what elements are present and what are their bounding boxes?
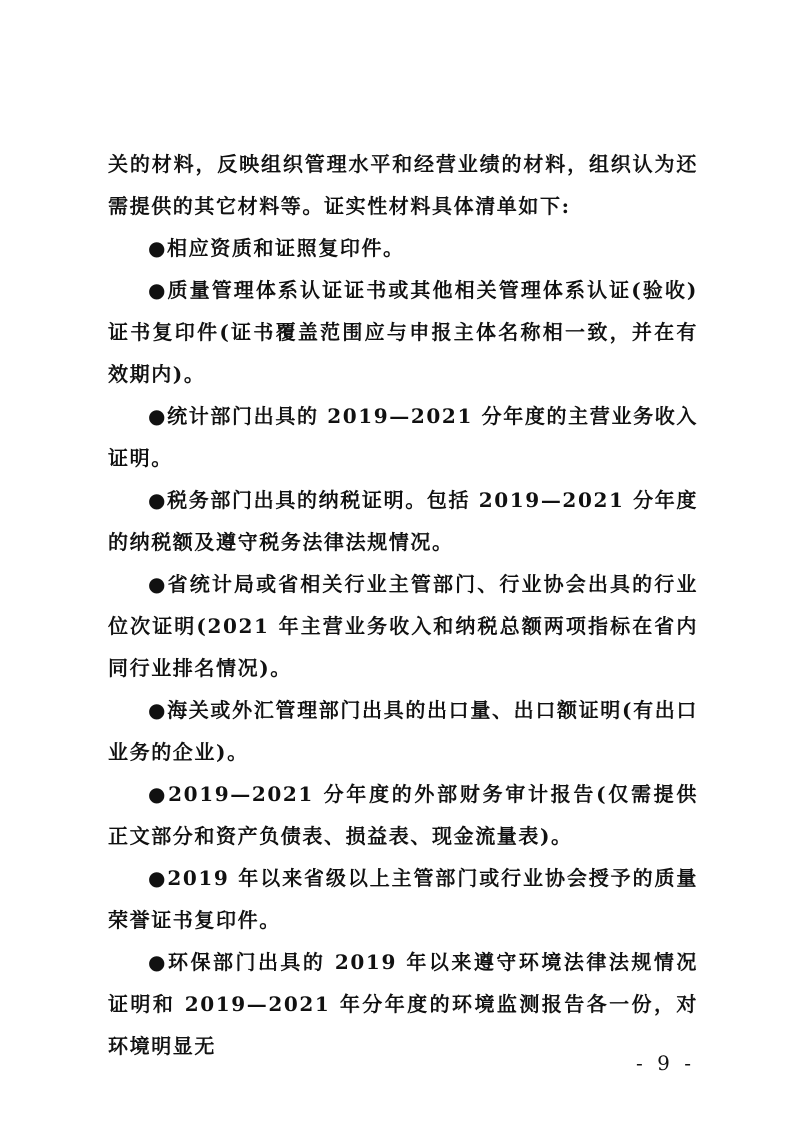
paragraph-continuation: 关的材料，反映组织管理水平和经营业绩的材料，组织认为还需提供的其它材料等。证实性材料具体清单如下: (108, 152, 698, 218)
document-body (108, 143, 698, 1067)
bullet-item-audit-report: ●2019—2021 分年度的外部财务审计报告(仅需提供正文部分和资产负债表、损益表、现金流量表)。 (108, 782, 698, 848)
bullet-item-export-proof: ●海关或外汇管理部门出具的出口量、出口额证明(有出口业务的企业)。 (108, 698, 698, 764)
bullet-item-qualifications: ●相应资质和证照复印件。 (148, 236, 405, 260)
bullet-item-industry-ranking: ●省统计局或省相关行业主管部门、行业协会出具的行业位次证明(2021 年主营业务收入和纳税总额两项指标在省内同行业排名情况)。 (108, 572, 698, 680)
bullet-item-quality-certificate: ●质量管理体系认证证书或其他相关管理体系认证(验收)证书复印件(证书覆盖范围应与申报主体名称相一致，并在有效期内)。 (108, 278, 698, 386)
page-number: - 9 - (636, 1051, 695, 1075)
bullet-item-environment-proof: ●环保部门出具的 2019 年以来遵守环境法律法规情况证明和 2019—2021 年分年度的环境监测报告各一份，对环境明显无 (108, 950, 698, 1058)
bullet-item-revenue-proof: ●统计部门出具的 2019—2021 分年度的主营业务收入证明。 (108, 404, 698, 470)
bullet-item-tax-proof: ●税务部门出具的纳税证明。包括 2019—2021 分年度的纳税额及遵守税务法律法规情况。 (108, 488, 698, 554)
bullet-item-honor-certificates: ●2019 年以来省级以上主管部门或行业协会授予的质量荣誉证书复印件。 (108, 866, 698, 932)
